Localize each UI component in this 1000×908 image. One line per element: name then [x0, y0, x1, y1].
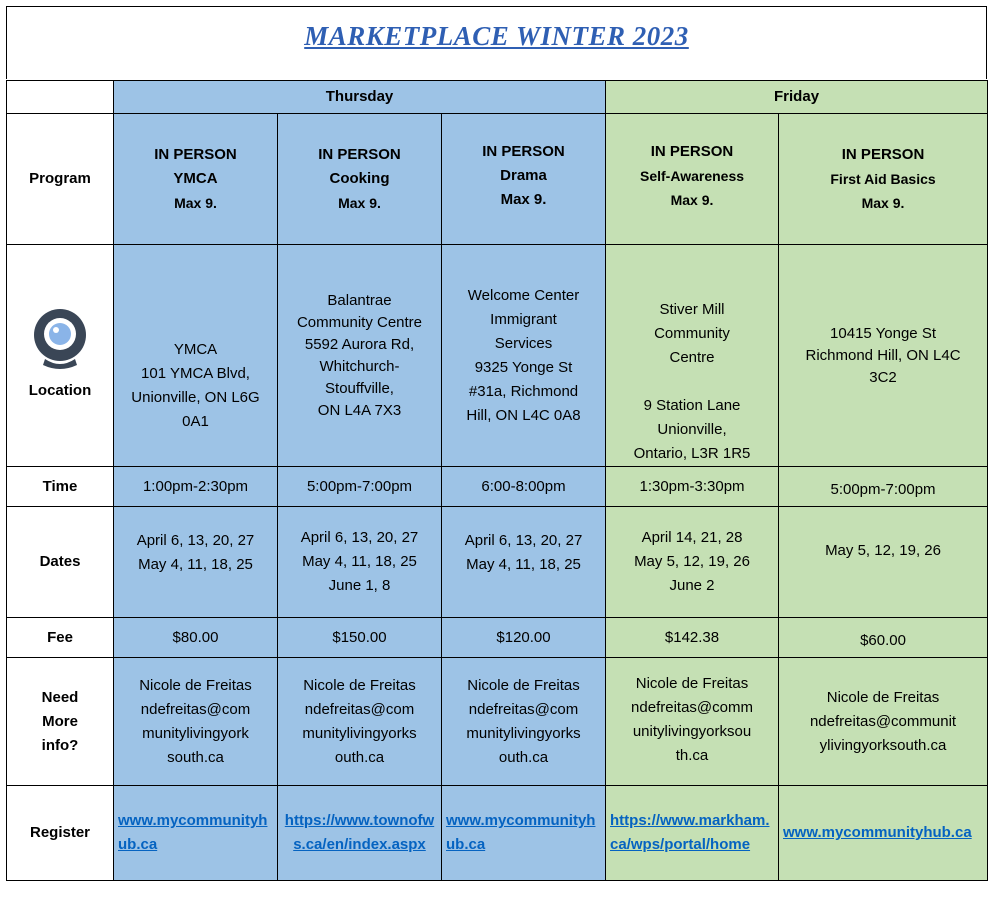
location-cell	[114, 245, 278, 467]
dates-cell	[442, 507, 606, 618]
time-row	[7, 467, 988, 507]
location-line: Welcome Center	[467, 286, 580, 304]
day-header-row	[7, 81, 988, 114]
program-title: First Aid Basics	[830, 171, 936, 187]
schedule-table	[6, 80, 988, 881]
fee-cell: $80.00	[114, 618, 278, 658]
location-label-cell	[7, 245, 114, 467]
program-row	[7, 114, 988, 245]
dates-row	[7, 507, 988, 618]
contact-email-line: outh.ca	[498, 748, 549, 766]
dates-line: June 2	[669, 577, 715, 594]
register-link[interactable]: www.mycommunityhub.ca	[446, 812, 596, 853]
program-cell	[114, 114, 278, 245]
dates-label: Dates	[7, 507, 114, 618]
program-capacity: Max 9.	[338, 195, 381, 211]
contact-email-line: munitylivingyorks	[466, 724, 581, 742]
location-line: Unionville,	[657, 421, 727, 438]
location-line: Richmond Hill, ON L4C	[805, 346, 961, 364]
location-cell	[606, 245, 779, 467]
location-cell	[779, 245, 988, 467]
location-row	[7, 245, 988, 467]
contact-email-line: ndefreitas@com	[140, 700, 251, 718]
register-cell	[278, 786, 442, 881]
location-line: 9325 Yonge St	[474, 358, 573, 376]
contact-email-line: munitylivingyorks	[302, 724, 417, 742]
program-mode: IN PERSON	[318, 146, 401, 163]
time-label: Time	[7, 467, 114, 507]
friday-header: Friday	[606, 81, 988, 114]
register-cell	[442, 786, 606, 881]
register-link[interactable]: https://www.markham.ca/wps/portal/home	[610, 812, 770, 853]
contact-cell	[779, 658, 988, 786]
program-capacity: Max 9.	[174, 195, 217, 211]
contact-email-line: unitylivingyorksou	[632, 723, 752, 740]
location-line: 0A1	[182, 412, 209, 430]
dates-line: April 6, 13, 20, 27	[464, 532, 583, 549]
program-mode: IN PERSON	[154, 146, 237, 163]
corner-cell	[7, 81, 114, 114]
program-title: Cooking	[329, 170, 390, 187]
contact-name: Nicole de Freitas	[635, 675, 749, 692]
location-line: #31a, Richmond	[468, 382, 579, 400]
register-cell	[606, 786, 779, 881]
dates-cell	[779, 507, 988, 618]
program-label: Program	[7, 114, 114, 245]
location-line: Community	[654, 325, 730, 342]
location-line: Hill, ON L4C 0A8	[466, 406, 581, 424]
location-line: 3C2	[869, 368, 897, 386]
dates-cell	[606, 507, 779, 618]
time-cell: 6:00-8:00pm	[442, 467, 606, 507]
dates-line: June 1, 8	[328, 577, 391, 594]
program-cell	[606, 114, 779, 245]
register-cell	[114, 786, 278, 881]
webcam-icon	[31, 309, 89, 371]
program-capacity: Max 9.	[670, 192, 714, 208]
contact-name: Nicole de Freitas	[139, 676, 252, 694]
program-cell	[442, 114, 606, 245]
location-line: YMCA	[173, 340, 218, 358]
title-box	[6, 6, 987, 79]
location-line: 10415 Yonge St	[830, 324, 936, 342]
info-label-line: info?	[41, 736, 79, 754]
program-title: Drama	[500, 167, 547, 184]
location-line: ON L4A 7X3	[317, 401, 402, 419]
contact-cell	[278, 658, 442, 786]
time-cell: 5:00pm-7:00pm	[779, 467, 988, 507]
location-line: Whitchurch-	[319, 357, 400, 375]
dates-cell	[114, 507, 278, 618]
contact-email-line: ndefreitas@communit	[809, 712, 957, 730]
program-cell	[779, 114, 988, 245]
register-cell	[779, 786, 988, 881]
location-line: Ontario, L3R 1R5	[633, 445, 751, 462]
contact-email-line: ndefreitas@comm	[631, 699, 753, 716]
register-row	[7, 786, 988, 881]
info-label-line: More	[42, 712, 78, 730]
location-spacer	[610, 370, 774, 394]
dates-line: May 4, 11, 18, 25	[466, 556, 581, 573]
dates-cell	[278, 507, 442, 618]
location-line: 101 YMCA Blvd,	[141, 364, 250, 382]
location-line: Immigrant	[490, 310, 557, 328]
fee-row	[7, 618, 988, 658]
time-cell: 1:30pm-3:30pm	[606, 467, 779, 507]
program-capacity: Max 9.	[861, 195, 905, 211]
fee-cell: $150.00	[278, 618, 442, 658]
time-cell: 5:00pm-7:00pm	[278, 467, 442, 507]
location-line: Community Centre	[296, 313, 423, 331]
location-cell	[442, 245, 606, 467]
contact-email-line: ndefreitas@com	[304, 700, 415, 718]
program-mode: IN PERSON	[841, 146, 925, 163]
location-line: Balantrae	[327, 291, 392, 309]
fee-cell: $142.38	[606, 618, 779, 658]
register-link[interactable]: www.mycommunityhub.ca	[118, 812, 268, 853]
thursday-header: Thursday	[114, 81, 606, 114]
location-line: Centre	[669, 349, 715, 366]
contact-name: Nicole de Freitas	[467, 676, 580, 694]
contact-email-line: ndefreitas@com	[468, 700, 579, 718]
dates-line: April 6, 13, 20, 27	[136, 532, 255, 549]
contact-email-line: th.ca	[675, 747, 709, 764]
contact-name: Nicole de Freitas	[303, 676, 416, 694]
location-cell	[278, 245, 442, 467]
contact-email-line: ylivingyorksouth.ca	[819, 736, 947, 754]
contact-cell	[442, 658, 606, 786]
contact-cell	[606, 658, 779, 786]
dates-line: April 14, 21, 28	[641, 529, 743, 546]
program-mode: IN PERSON	[650, 143, 734, 160]
location-line: 5592 Aurora Rd,	[304, 335, 415, 353]
dates-line: April 6, 13, 20, 27	[300, 529, 419, 546]
fee-cell: $120.00	[442, 618, 606, 658]
time-cell: 1:00pm-2:30pm	[114, 467, 278, 507]
program-mode: IN PERSON	[482, 143, 565, 160]
info-label	[7, 658, 114, 786]
location-line: Services	[494, 334, 553, 352]
program-title: Self-Awareness	[640, 168, 745, 184]
location-line: Stiver Mill	[659, 301, 725, 318]
contact-name: Nicole de Freitas	[826, 688, 940, 706]
dates-line: May 5, 12, 19, 26	[825, 542, 941, 559]
info-row	[7, 658, 988, 786]
location-line: Unionville, ON L6G	[131, 388, 260, 406]
location-line: Stouffville,	[325, 379, 394, 397]
fee-label: Fee	[7, 618, 114, 658]
program-capacity: Max 9.	[500, 191, 547, 208]
contact-email-line: south.ca	[167, 748, 224, 766]
program-title: YMCA	[173, 170, 218, 187]
contact-email-line: outh.ca	[334, 748, 385, 766]
dates-line: May 4, 11, 18, 25	[138, 556, 253, 573]
program-cell	[278, 114, 442, 245]
dates-line: May 5, 12, 19, 26	[634, 553, 750, 570]
location-line: 9 Station Lane	[643, 397, 741, 414]
dates-line: May 4, 11, 18, 25	[302, 553, 417, 570]
info-label-line: Need	[41, 688, 79, 706]
location-label: Location	[28, 381, 92, 399]
contact-email-line: munitylivingyork	[142, 724, 249, 742]
contact-cell	[114, 658, 278, 786]
register-label: Register	[7, 786, 114, 881]
register-link[interactable]: https://www.townofws.ca/en/index.aspx	[284, 812, 435, 853]
register-link[interactable]: www.mycommunityhub.ca	[783, 824, 972, 841]
page-title: MARKETPLACE WINTER 2023	[304, 21, 689, 51]
fee-cell: $60.00	[779, 618, 988, 658]
